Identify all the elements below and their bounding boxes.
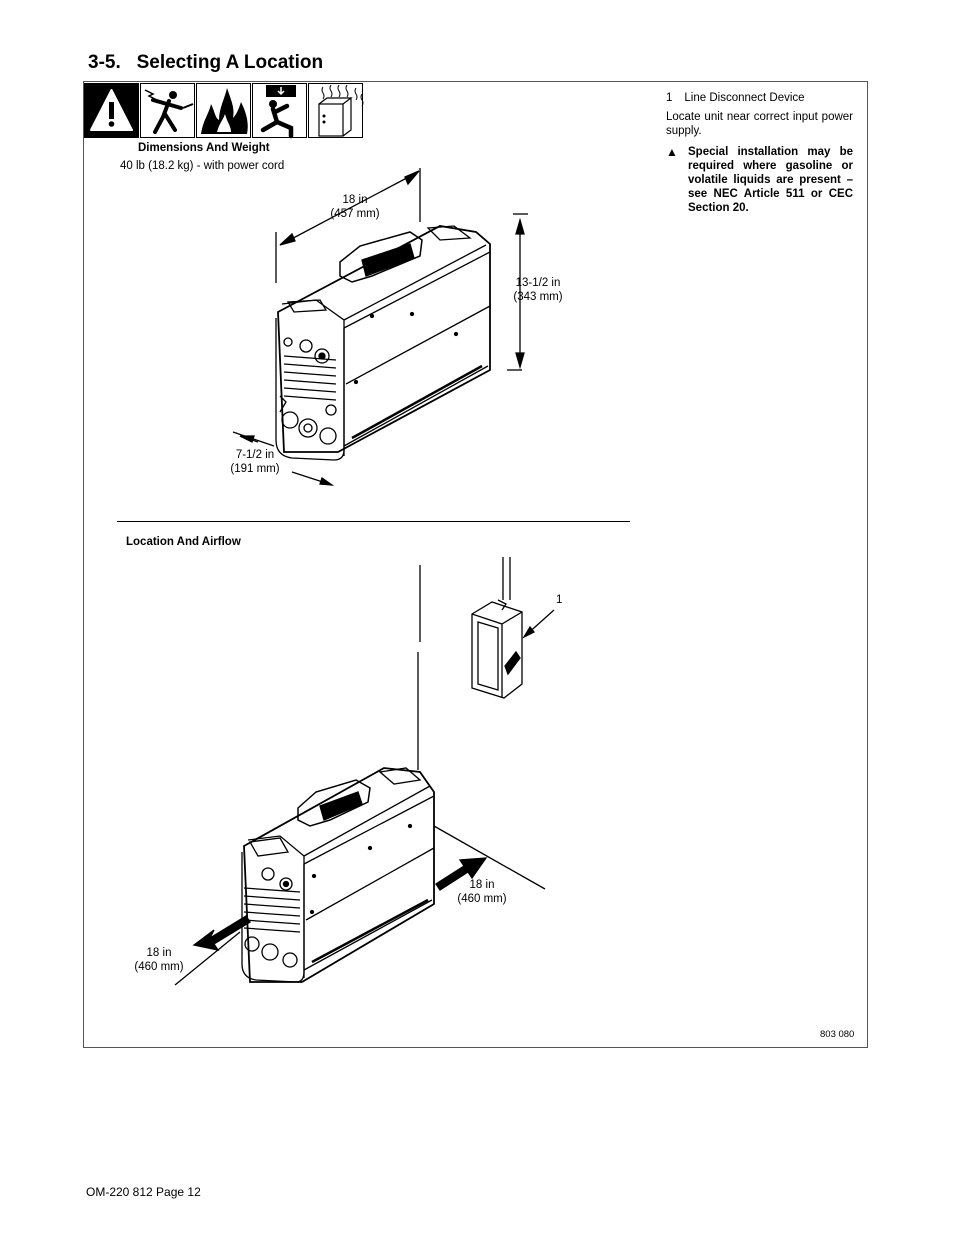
location-heading: Location And Airflow (126, 536, 241, 548)
rear-mm: (460 mm) (457, 893, 507, 905)
callout-number: 1 (556, 594, 563, 606)
length-mm: (457 mm) (330, 208, 380, 220)
dimensions-heading: Dimensions And Weight (138, 142, 270, 154)
warning-text (688, 145, 853, 215)
height-mm: (343 mm) (513, 291, 563, 303)
front-mm: (460 mm) (134, 961, 184, 973)
width-mm: (191 mm) (230, 463, 280, 475)
item-label: Line Disconnect Device (684, 92, 805, 104)
figure-code: 803 080 (820, 1029, 855, 1040)
item-1 (666, 91, 853, 105)
section-title: 3-5. Selecting A Location (88, 52, 324, 73)
warning-line: see NEC Article 511 or CEC (688, 188, 853, 200)
instruction-text: Locate unit near correct input power supply. (666, 111, 853, 137)
dimensions-weight: 40 lb (18.2 kg) - with power cord (120, 160, 285, 172)
warning-note (666, 145, 853, 215)
item-number: 1 (666, 92, 673, 104)
front-in: 18 in (146, 947, 172, 959)
page-footer: OM-220 812 Page 12 (86, 1185, 201, 1199)
front-clearance-label (129, 946, 189, 974)
warning-line: Special installation may be (688, 146, 853, 158)
rear-in: 18 in (469, 879, 495, 891)
warning-symbol-icon: ▲ (666, 145, 678, 159)
height-in: 13-1/2 in (515, 277, 561, 289)
warning-line: volatile liquids are present – (688, 174, 853, 186)
length-in: 18 in (342, 194, 368, 206)
rear-clearance-label (452, 878, 512, 906)
warning-line: required where gasoline or (688, 160, 853, 172)
notes-column (666, 91, 853, 215)
width-in: 7-1/2 in (235, 449, 275, 461)
warning-line: Section 20. (688, 202, 749, 214)
